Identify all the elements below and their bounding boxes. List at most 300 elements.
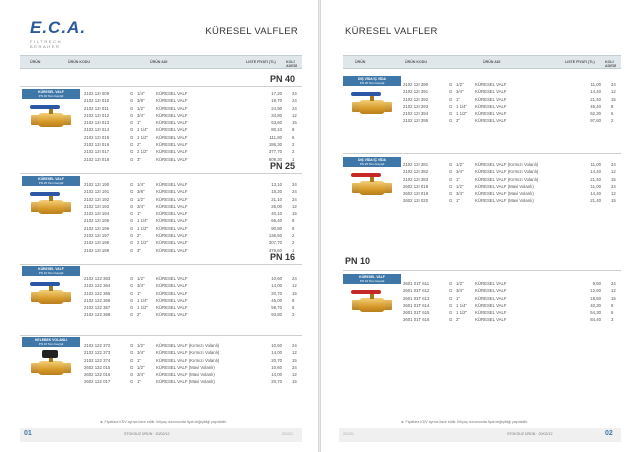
- price-table-pn16: [84, 276, 302, 320]
- box-quantity: 24: [292, 91, 297, 96]
- list-price: 14,00: [271, 283, 282, 289]
- table-row: [403, 296, 621, 303]
- valve-size: 3/4": [456, 191, 464, 197]
- thread-type: G: [130, 379, 134, 385]
- product-name: KÜRESEL VALF: [156, 91, 188, 96]
- list-price: 40,30: [590, 302, 601, 308]
- footer-note: ► Fiyatlara KDV ayrıca ilave edilir. İhtiyaç durumunda fiyat değişikliği yapılabilir.: [100, 420, 227, 424]
- section-rule: [20, 335, 302, 336]
- product-code: 2102 122 365: [84, 290, 111, 296]
- table-row: [84, 113, 302, 120]
- table-row: [84, 365, 302, 372]
- box-quantity: 3: [292, 312, 295, 318]
- box-quantity: 15: [611, 96, 616, 102]
- product-name: KÜRESEL VALF: [156, 182, 188, 187]
- col-urun-kodu: ÜRÜN KODU: [405, 60, 427, 64]
- table-row: [84, 98, 302, 105]
- table-row: [84, 379, 302, 386]
- product-sub: PN 16 Tam Geçişli: [38, 342, 64, 346]
- product-name: KÜRESEL VALF: [475, 288, 507, 294]
- thread-type: G: [449, 96, 453, 102]
- table-row: [403, 162, 621, 169]
- table-row: [84, 135, 302, 142]
- thread-type: G: [130, 98, 134, 104]
- box-quantity: 12: [611, 191, 616, 197]
- list-price: 476,60: [268, 247, 282, 253]
- product-name: KÜRESEL VALF: [156, 203, 188, 209]
- valve-size: 3/4": [456, 169, 464, 175]
- list-price: 26,00: [271, 203, 282, 209]
- product-code: 2102 122 372: [84, 343, 111, 348]
- product-name: KÜRESEL VALF: [156, 127, 188, 133]
- list-price: 307,70: [268, 240, 282, 246]
- list-price: 13,10: [271, 182, 282, 187]
- product-name: KÜRESEL VALF: [475, 96, 507, 102]
- table-row: [403, 288, 621, 295]
- column-header: [20, 55, 302, 69]
- box-quantity: 8: [611, 302, 614, 308]
- thread-type: G: [130, 297, 134, 303]
- table-row: [84, 283, 302, 290]
- product-code: 2102 122 367: [84, 305, 111, 311]
- product-code: 2601 01T 616: [403, 317, 430, 323]
- ball-valve-image: [343, 284, 401, 320]
- list-price: 21,40: [590, 96, 601, 102]
- product-name: KÜRESEL VALF: [475, 317, 507, 323]
- valve-size: 1/2": [456, 183, 464, 189]
- box-quantity: 24: [292, 105, 297, 111]
- box-quantity: 24: [611, 183, 616, 189]
- box-quantity: 1: [292, 247, 295, 253]
- thread-type: G: [130, 91, 134, 96]
- valve-size: 3/8": [137, 98, 145, 104]
- product-name: KÜRESEL VALF (Mavi Volanlı): [156, 364, 215, 370]
- thread-type: G: [449, 302, 453, 308]
- product-code: 2102 12I 195: [84, 218, 110, 224]
- product-code: 2102 12I 010: [84, 98, 110, 104]
- list-price: 53,60: [271, 120, 282, 126]
- price-table-dis-vida-2: [403, 162, 621, 206]
- product-code: 2102 12I 191: [84, 189, 110, 195]
- table-row: [403, 169, 621, 176]
- list-price: 10,60: [271, 343, 282, 348]
- product-name: KÜRESEL VALF: [156, 149, 188, 155]
- thread-type: G: [449, 162, 453, 167]
- product-code: 2102 122 373: [84, 350, 111, 356]
- list-price: 54,30: [590, 310, 601, 316]
- box-quantity: 15: [611, 176, 616, 182]
- box-quantity: 15: [292, 379, 297, 385]
- list-price: 21,10: [271, 196, 282, 202]
- thread-type: G: [449, 281, 453, 286]
- price-table-pn25: [84, 182, 302, 255]
- product-code: 2102 12I 015: [84, 134, 110, 140]
- list-price: 111,80: [269, 134, 282, 140]
- valve-size: 3": [137, 247, 141, 253]
- list-price: 20,70: [271, 379, 282, 385]
- thread-type: G: [130, 196, 134, 202]
- thread-type: G: [130, 357, 134, 363]
- product-name: KÜRESEL VALF: [156, 112, 188, 118]
- thread-type: G: [130, 149, 134, 155]
- valve-size: 1": [456, 96, 460, 102]
- product-name: KELEBEK VOLANLI: [34, 338, 68, 342]
- product-code: 2102 12I 018: [84, 156, 110, 162]
- product-name: KÜRESEL VALF: [156, 276, 188, 281]
- table-row: [84, 226, 302, 233]
- box-quantity: 8: [292, 218, 295, 224]
- valve-size: 1 1/4": [137, 127, 149, 133]
- box-quantity: 2: [292, 233, 295, 239]
- box-quantity: 15: [292, 357, 297, 363]
- product-name: KÜRESEL VALF: [156, 196, 188, 202]
- box-quantity: 24: [292, 98, 297, 104]
- product-code: 2601 01T 611: [403, 281, 430, 286]
- footer-stock-note: STOKSUZ ÜRÜN · 20/02/12: [507, 432, 553, 436]
- product-code: 2102 12I 393: [403, 103, 429, 109]
- product-name: KÜRESEL VALF: [475, 89, 507, 95]
- ball-valve-image: [22, 186, 80, 222]
- valve-size: 2": [137, 142, 141, 148]
- valve-size: 1/2": [137, 276, 145, 281]
- box-quantity: 2: [292, 149, 295, 155]
- page-title: KÜRESEL VALFLER: [205, 26, 298, 37]
- product-name: KÜRESEL VALF (Kırmızı Volanlı): [475, 176, 539, 182]
- valve-size: 1 1/2": [456, 111, 468, 117]
- product-sub: PN 16 Tam Geçişli: [38, 271, 64, 275]
- product-code: 2102 12I 011: [84, 105, 109, 111]
- table-row: [403, 317, 621, 324]
- product-code: 2102 12I 013: [84, 120, 110, 126]
- box-quantity: 2: [292, 240, 295, 246]
- product-sub: PN 40 Tam Geçişli: [38, 94, 64, 98]
- thread-type: G: [449, 198, 453, 204]
- table-row: [84, 197, 302, 204]
- list-price: 24,90: [271, 105, 282, 111]
- box-quantity: 12: [611, 89, 616, 95]
- valve-size: 1": [137, 357, 141, 363]
- product-label: [22, 176, 80, 186]
- product-label: [22, 266, 80, 276]
- box-quantity: 8: [292, 127, 295, 133]
- product-name: KÜRESEL VALF: [475, 302, 507, 308]
- thread-type: G: [130, 364, 134, 370]
- product-code: 2102 12I 391: [403, 89, 429, 95]
- table-row: [84, 127, 302, 134]
- section-rule: [20, 173, 302, 174]
- list-price: 14,00: [271, 372, 282, 378]
- list-price: 59,70: [271, 305, 282, 311]
- table-row: [403, 177, 621, 184]
- list-price: 10,60: [271, 364, 282, 370]
- box-quantity: 12: [292, 283, 297, 289]
- list-price: 46,40: [590, 103, 601, 109]
- thread-type: G: [449, 183, 453, 189]
- thread-type: G: [449, 103, 453, 109]
- list-price: 14,40: [590, 89, 601, 95]
- list-price: 9,60: [592, 281, 601, 286]
- product-name: KÜRESEL VALF: [156, 120, 188, 126]
- valve-size: 1/2": [456, 281, 464, 286]
- product-code: 2102 12I 383: [403, 176, 429, 182]
- list-price: 34,80: [271, 112, 282, 118]
- product-code: 2601 01T 614: [403, 302, 430, 308]
- product-code: 2102 122 368: [84, 312, 111, 318]
- product-box-butterfly: [22, 337, 80, 383]
- product-name: KÜRESEL VALF (Mavi Volanlı): [156, 379, 215, 385]
- table-row: [84, 350, 302, 357]
- product-name: KÜRESEL VALF (Kırmızı Volanlı): [156, 343, 220, 348]
- table-row: [84, 204, 302, 211]
- product-name: KÜRESEL VALF (Kırmızı Volanlı): [156, 357, 220, 363]
- col-liste-fiyati: LISTE FİYATI (TL): [565, 60, 595, 64]
- product-name: KÜRESEL VALF (Mavi Volanlı): [475, 183, 534, 189]
- product-box-dis-vida-2: [343, 157, 401, 203]
- table-row: [84, 149, 302, 156]
- table-row: [84, 291, 302, 298]
- table-row: [84, 211, 302, 218]
- table-row: [403, 191, 621, 198]
- list-price: 45,00: [271, 297, 282, 303]
- product-code: 2102 12I 009: [84, 91, 110, 96]
- box-quantity: 1: [292, 156, 295, 162]
- product-label: [343, 274, 401, 284]
- product-sub: PN 25 Tam Geçişli: [359, 81, 385, 85]
- section-title-pn40: PN 40: [270, 74, 296, 84]
- list-price: 80,10: [271, 127, 282, 133]
- valve-size: 3/4": [137, 112, 145, 118]
- section-title-pn16: PN 16: [270, 252, 296, 262]
- thread-type: G: [449, 191, 453, 197]
- catalog-page-right: [321, 0, 639, 452]
- product-name: KÜRESEL VALF: [475, 82, 507, 87]
- product-sub: PN 25 Tam Geçişli: [359, 162, 385, 166]
- box-quantity: 24: [292, 276, 297, 281]
- thread-type: G: [130, 312, 134, 318]
- product-name: KÜRESEL VALF: [156, 290, 188, 296]
- footer-note: ► Fiyatlara KDV ayrıca ilave edilir. İhtiyaç durumunda fiyat değişikliği yapılabilir.: [401, 420, 528, 424]
- butterfly-valve-image: [22, 347, 80, 383]
- table-row: [403, 310, 621, 317]
- valve-size: 1": [456, 176, 460, 182]
- logo-tagline: FILTRECH BERAHER: [30, 39, 63, 49]
- valve-size: 1/4": [137, 182, 145, 187]
- section-rule: [343, 153, 621, 154]
- ball-valve-image: [22, 276, 80, 312]
- valve-size: 1 1/4": [456, 103, 468, 109]
- list-price: 20,70: [271, 357, 282, 363]
- col-urun: ÜRÜN: [30, 60, 41, 64]
- list-price: 90,80: [271, 225, 282, 231]
- list-price: 21,40: [590, 198, 601, 204]
- page-number: 01: [24, 430, 32, 437]
- thread-type: G: [449, 310, 453, 316]
- product-name: DIŞ VİDA İÇ VİDA: [358, 158, 386, 162]
- valve-size: 3/4": [137, 283, 145, 289]
- thread-type: G: [130, 120, 134, 126]
- ball-valve-image: [343, 167, 401, 203]
- table-row: [403, 111, 621, 118]
- product-name: KÜRESEL VALF: [38, 177, 64, 181]
- product-name: KÜRESEL VALF: [156, 156, 188, 162]
- valve-size: 2": [456, 118, 460, 124]
- list-price: 11,00: [590, 183, 601, 189]
- thread-type: G: [130, 283, 134, 289]
- thread-type: G: [130, 105, 134, 111]
- product-label: [343, 76, 401, 86]
- box-quantity: 24: [292, 189, 297, 195]
- box-quantity: 12: [292, 350, 297, 356]
- col-liste-fiyati: LISTE FİYATI (TL): [246, 60, 276, 64]
- thread-type: G: [449, 82, 453, 87]
- box-quantity: 6: [611, 111, 614, 117]
- list-price: 62,30: [590, 111, 601, 117]
- box-quantity: 3: [611, 317, 614, 323]
- product-code: 2102 12I 197: [84, 233, 110, 239]
- box-quantity: 24: [611, 82, 616, 87]
- thread-type: G: [130, 290, 134, 296]
- thread-type: G: [130, 156, 134, 162]
- product-name: KÜRESEL VALF (Kırmızı Volanlı): [475, 162, 539, 167]
- list-price: 14,00: [271, 350, 282, 356]
- section-title-pn10: PN 10: [345, 256, 371, 266]
- box-quantity: 12: [611, 288, 616, 294]
- product-name: KÜRESEL VALF: [156, 312, 188, 318]
- list-price: 15,20: [271, 189, 282, 195]
- product-name: KÜRESEL VALF: [156, 240, 188, 246]
- thread-type: G: [449, 118, 453, 124]
- thread-type: G: [449, 89, 453, 95]
- box-quantity: 24: [292, 364, 297, 370]
- product-name: KÜRESEL VALF: [475, 111, 507, 117]
- list-price: 11,00: [590, 82, 601, 87]
- product-name: KÜRESEL VALF: [475, 103, 507, 109]
- valve-size: 3/8": [137, 189, 145, 195]
- product-code: 2102 12I 190: [84, 182, 110, 187]
- product-code: 2102 12I 196: [84, 225, 110, 231]
- table-row: [84, 298, 302, 305]
- product-name: KÜRESEL VALF: [156, 297, 188, 303]
- thread-type: G: [130, 240, 134, 246]
- list-price: 21,40: [590, 176, 601, 182]
- box-quantity: 24: [611, 162, 616, 167]
- table-row: [403, 89, 621, 96]
- product-code: 2102 12I 193: [84, 203, 110, 209]
- valve-size: 3/4": [456, 288, 464, 294]
- table-row: [84, 343, 302, 350]
- list-price: 66,40: [271, 218, 282, 224]
- box-quantity: 15: [292, 211, 297, 217]
- col-urun-adi: ÜRÜN ADI: [483, 60, 501, 64]
- box-quantity: 6: [292, 305, 295, 311]
- list-price: 12,60: [590, 288, 601, 294]
- product-name: KÜRESEL VALF (Mavi Volanlı): [475, 191, 534, 197]
- footer-year: 2012/1: [282, 432, 293, 436]
- product-sub: PN 25 Tam Geçişli: [38, 181, 64, 185]
- box-quantity: 12: [611, 169, 616, 175]
- section-rule: [343, 270, 621, 271]
- product-code: 2601 01T 615: [403, 310, 430, 316]
- list-price: 136,50: [268, 233, 282, 239]
- section-rule: [20, 264, 302, 265]
- ball-valve-image: [343, 86, 401, 122]
- table-row: [84, 276, 302, 283]
- product-code: 2102 12I 192: [84, 196, 110, 202]
- product-code: 2102 12I 392: [403, 96, 429, 102]
- valve-size: 1 1/2": [456, 310, 468, 316]
- box-quantity: 24: [292, 182, 297, 187]
- product-box-pn10: [343, 274, 401, 320]
- list-price: 11,00: [590, 162, 601, 167]
- list-price: 609,30: [268, 156, 282, 162]
- product-name: KÜRESEL VALF: [156, 98, 188, 104]
- product-code: 2102 12I 016: [84, 142, 110, 148]
- table-row: [84, 91, 302, 98]
- price-table-pn10: [403, 281, 621, 325]
- valve-size: 3": [137, 156, 141, 162]
- box-quantity: 15: [611, 295, 616, 301]
- table-row: [84, 189, 302, 196]
- table-row: [84, 142, 302, 149]
- product-code: 2102 122 366: [84, 297, 111, 303]
- box-quantity: 12: [292, 112, 297, 118]
- box-quantity: 2: [611, 118, 614, 124]
- thread-type: G: [449, 169, 453, 175]
- box-quantity: 6: [292, 134, 295, 140]
- list-price: 377,70: [268, 149, 282, 155]
- product-code: 2102 12I 012: [84, 112, 110, 118]
- table-row: [84, 218, 302, 225]
- list-price: 20,70: [271, 290, 282, 296]
- valve-size: 1/4": [137, 91, 145, 96]
- thread-type: G: [449, 288, 453, 294]
- valve-size: 1/2": [456, 82, 464, 87]
- table-row: [84, 233, 302, 240]
- product-code: 2102 12I 198: [84, 240, 110, 246]
- valve-size: 2 1/2": [137, 149, 149, 155]
- valve-size: 1/2": [137, 364, 145, 370]
- page-number: 02: [605, 430, 613, 437]
- box-quantity: 12: [292, 203, 297, 209]
- catalog-page-left: [0, 0, 318, 452]
- list-price: 84,40: [590, 317, 601, 323]
- product-name: KÜRESEL VALF: [156, 233, 188, 239]
- thread-type: G: [130, 112, 134, 118]
- thread-type: G: [130, 182, 134, 187]
- col-urun-kodu: ÜRÜN KODU: [68, 60, 90, 64]
- thread-type: G: [130, 127, 134, 133]
- table-row: [403, 303, 621, 310]
- valve-size: 2": [137, 312, 141, 318]
- valve-size: 1 1/2": [137, 134, 149, 140]
- product-code: 2102 12I 017: [84, 149, 110, 155]
- product-name: KÜRESEL VALF: [475, 310, 507, 316]
- valve-size: 1/2": [137, 105, 145, 111]
- thread-type: G: [130, 211, 134, 217]
- valve-size: 1": [137, 290, 141, 296]
- box-quantity: 15: [611, 198, 616, 204]
- product-code: 2602 12I 019: [403, 191, 429, 197]
- product-code: 2102 12I 382: [403, 169, 429, 175]
- table-row: [84, 240, 302, 247]
- product-name: KÜRESEL VALF (Kırmızı Volanlı): [156, 350, 220, 356]
- col-koli-adedi: KOLİ ADEDİ: [605, 60, 617, 68]
- product-sub: PN 10 Tam Geçişli: [359, 279, 385, 283]
- list-price: 10,60: [271, 276, 282, 281]
- valve-size: 1": [456, 295, 460, 301]
- box-quantity: 2: [292, 142, 295, 148]
- valve-size: 3/4": [137, 350, 145, 356]
